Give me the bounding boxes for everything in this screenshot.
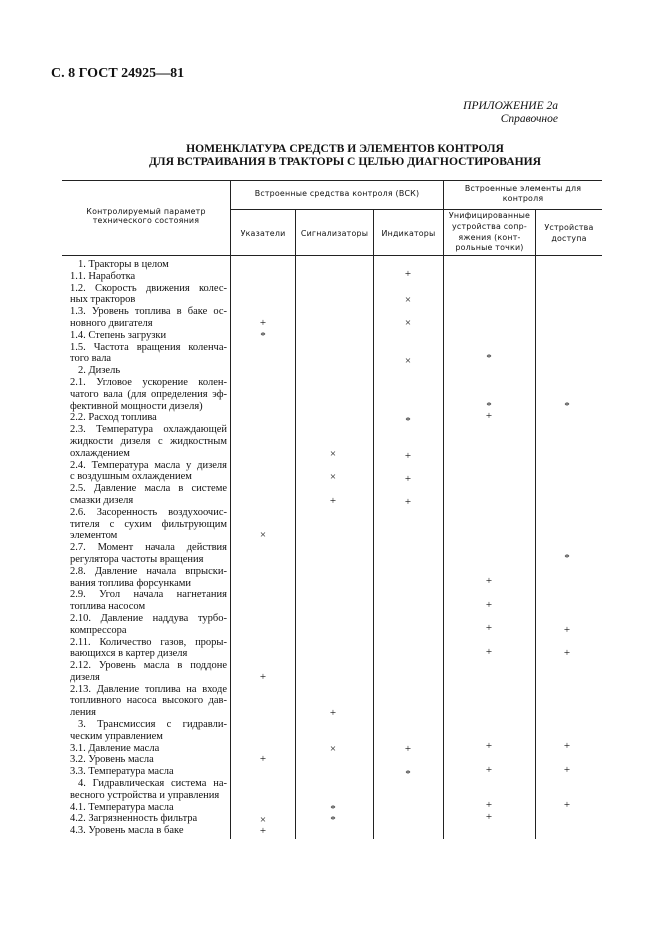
parameter-line: 4.2. Загрязненность фильтра <box>70 813 198 825</box>
cell-mark: * <box>405 415 411 427</box>
appendix-subtitle: Справочное <box>500 113 558 125</box>
cell-mark: + <box>404 268 412 280</box>
page-reference: С. 8 ГОСТ 24925—81 <box>51 66 185 81</box>
parameter-line: 2.12. Уровень масла в поддоне <box>70 660 227 672</box>
parameter-line: тителя с сухим фильтрующим <box>70 518 227 530</box>
parameter-line: 2.11. Количество газов, проры- <box>70 636 227 648</box>
parameter-line: 2.6. Засоренность воздухоочис- <box>70 506 227 518</box>
parameter-line: дизеля <box>70 671 100 683</box>
cell-mark: + <box>404 473 412 485</box>
parameter-line: топлива насосом <box>70 601 146 613</box>
parameter-line: 2.2. Расход топлива <box>70 412 157 424</box>
cell-mark: × <box>404 294 412 306</box>
parameter-line: 1.1. Наработка <box>70 270 136 282</box>
cell-mark: * <box>564 400 570 412</box>
cell-mark: × <box>259 529 267 541</box>
parameter-line: 3.2. Уровень масла <box>70 754 154 766</box>
header-line: доступа <box>551 234 587 243</box>
cell-mark: + <box>404 743 412 755</box>
cell-mark: + <box>563 764 571 776</box>
header-line: Встроенные элементы для <box>464 184 582 193</box>
header-line: устройства сопр- <box>452 221 527 231</box>
column-header-access-devices <box>536 222 602 244</box>
column-divider <box>230 181 231 839</box>
header-line: Контролируемый параметр <box>86 207 206 216</box>
cell-mark: + <box>563 740 571 752</box>
cell-mark: + <box>563 799 571 811</box>
cell-mark: + <box>404 450 412 462</box>
parameter-line: 1.2. Скорость движения колес- <box>70 282 227 294</box>
group-header-elements <box>444 184 602 204</box>
parameter-line: 2.9. Угол начала нагнетания <box>70 589 227 601</box>
cell-mark: + <box>259 753 267 765</box>
parameter-line: охлаждением <box>70 447 130 459</box>
parameter-line: 2.7. Момент начала действия <box>70 542 227 554</box>
cell-mark: + <box>485 799 493 811</box>
parameter-line: компрессора <box>70 624 127 636</box>
parameter-line: 4. Гидравлическая система на- <box>78 778 227 790</box>
parameter-line: 4.3. Уровень масла в баке <box>70 825 184 837</box>
cell-mark: * <box>330 814 336 826</box>
cell-mark: + <box>485 575 493 587</box>
cell-mark: + <box>404 496 412 508</box>
parameter-line: жидкости дизеля с жидкостным <box>70 435 227 447</box>
parameter-line: 3.1. Давление масла <box>70 742 160 754</box>
parameter-line: 2.13. Давление топлива на входе <box>70 683 227 695</box>
column-divider <box>295 209 296 839</box>
parameter-line: 1.5. Частота вращения коленча- <box>70 341 227 353</box>
cell-mark: * <box>260 330 266 342</box>
cell-mark: + <box>259 671 267 683</box>
cell-mark: + <box>485 740 493 752</box>
parameter-line: 1.3. Уровень топлива в баке ос- <box>70 306 227 318</box>
cell-mark: × <box>329 743 337 755</box>
parameter-line: того вала <box>70 353 112 365</box>
header-line: рольные точки) <box>455 243 524 253</box>
parameter-line: новного двигателя <box>70 317 153 329</box>
cell-mark: * <box>405 768 411 780</box>
column-divider <box>373 209 374 839</box>
header-line: Унифицированные <box>448 211 531 220</box>
group-divider-rule <box>230 209 602 210</box>
header-bottom-rule <box>62 255 602 256</box>
parameter-line: 2.3. Температура охлаждающей <box>70 424 227 436</box>
parameter-line: 2.4. Температура масла у дизеля <box>70 459 227 471</box>
parameter-line: ческим управлением <box>70 730 163 742</box>
column-header-indicators: Указатели <box>240 229 286 238</box>
cell-mark: × <box>404 355 412 367</box>
cell-mark: + <box>485 622 493 634</box>
cell-mark: + <box>485 646 493 658</box>
column-header-gauges: Индикаторы <box>381 229 436 238</box>
parameter-line: вания топлива форсунками <box>70 577 192 589</box>
parameter-line: фективной мощности дизеля) <box>70 400 203 412</box>
column-header-unified-devices <box>444 211 535 254</box>
header-line: контроля <box>502 194 544 203</box>
parameter-line: 2.8. Давление начала впрыски- <box>70 565 227 577</box>
cell-mark: × <box>404 317 412 329</box>
cell-mark: * <box>564 552 570 564</box>
parameter-line: ных тракторов <box>70 294 136 306</box>
appendix-title: ПРИЛОЖЕНИЕ 2а <box>463 100 558 112</box>
parameter-line: 2. Дизель <box>78 365 121 377</box>
parameter-line: 3. Трансмиссия с гидравли- <box>78 719 227 731</box>
parameter-line: весного устройства и управления <box>70 789 220 801</box>
heading-line-2: ДЛЯ ВСТРАИВАНИЯ В ТРАКТОРЫ С ЦЕЛЬЮ ДИАГНОСТИРОВАНИЯ <box>148 155 542 168</box>
cell-mark: × <box>329 471 337 483</box>
column-header-signalizers: Сигнализаторы <box>300 229 369 238</box>
header-line: Устройства <box>544 223 594 232</box>
parameter-line: чатого вала (для определения эф- <box>70 388 227 400</box>
cell-mark: + <box>485 599 493 611</box>
cell-mark: + <box>563 624 571 636</box>
cell-mark: * <box>330 803 336 815</box>
cell-mark: + <box>485 811 493 823</box>
table-top-rule <box>62 180 602 181</box>
parameter-line: ления <box>70 707 96 719</box>
cell-mark: × <box>329 448 337 460</box>
parameter-line: 2.5. Давление масла в системе <box>70 483 227 495</box>
parameter-line: 1.4. Степень загрузки <box>70 329 167 341</box>
cell-mark: + <box>329 495 337 507</box>
cell-mark: + <box>485 410 493 422</box>
heading-line-1: НОМЕНКЛАТУРА СРЕДСТВ И ЭЛЕМЕНТОВ КОНТРОЛЯ <box>186 142 504 155</box>
cell-mark: * <box>486 400 492 412</box>
parameter-line: топливного насоса высокого дав- <box>70 695 227 707</box>
parameter-line: 2.10. Давление наддува турбо- <box>70 612 227 624</box>
cell-mark: + <box>259 317 267 329</box>
parameter-line: с воздушным охлаждением <box>70 471 192 483</box>
parameter-line: 4.1. Температура масла <box>70 801 174 813</box>
column-header-parameter <box>62 206 230 226</box>
parameter-line: регулятора частоты вращения <box>70 553 204 565</box>
parameter-line: элементом <box>70 530 118 542</box>
cell-mark: × <box>259 814 267 826</box>
parameter-line: 1. Тракторы в целом <box>78 259 169 270</box>
group-header-vsk: Встроенные средства контроля (ВСК) <box>254 189 420 198</box>
cell-mark: + <box>485 764 493 776</box>
column-divider <box>535 209 536 839</box>
cell-mark: * <box>486 352 492 364</box>
parameter-line: 3.3. Температура масла <box>70 766 174 778</box>
parameter-line: 2.1. Угловое ускорение колен- <box>70 376 227 388</box>
cell-mark: + <box>259 825 267 837</box>
column-divider <box>443 181 444 839</box>
cell-mark: + <box>563 647 571 659</box>
header-line: яжения (конт- <box>458 232 521 242</box>
appendix-label <box>463 100 558 126</box>
parameter-list <box>70 259 227 837</box>
header-line: технического состояния <box>92 216 200 225</box>
parameter-line: смазки дизеля <box>70 494 134 506</box>
parameter-line: вающихся в картер дизеля <box>70 648 188 660</box>
cell-mark: + <box>329 707 337 719</box>
document-heading <box>120 142 570 168</box>
